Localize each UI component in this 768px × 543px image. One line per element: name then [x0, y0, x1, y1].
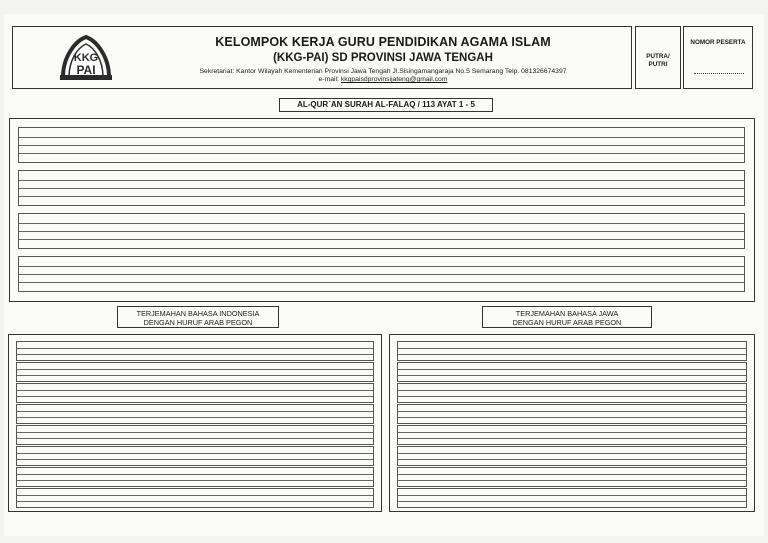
ruled-line [19, 274, 744, 275]
writing-row[interactable] [397, 425, 747, 445]
ruled-line [17, 417, 373, 418]
ruled-line [19, 239, 744, 240]
ruled-line [17, 348, 373, 349]
logo-text-bottom: PAI [76, 63, 96, 77]
participant-number-field[interactable] [694, 73, 744, 74]
kkg-pai-logo-icon [57, 33, 115, 83]
writing-row[interactable] [397, 488, 747, 508]
ruled-line [398, 438, 746, 439]
javanese-writing-panel [389, 334, 755, 512]
writing-row[interactable] [16, 404, 374, 424]
ruled-line [398, 354, 746, 355]
ruled-line [17, 459, 373, 460]
email-line [133, 76, 633, 83]
organization-subtitle: (KKG-PAI) SD PROVINSI JAWA TENGAH [273, 52, 493, 64]
ruled-line [17, 396, 373, 397]
writing-row[interactable] [397, 404, 747, 424]
ruled-line [398, 495, 746, 496]
ruled-line [19, 231, 744, 232]
ruled-line [398, 501, 746, 502]
worksheet-page [4, 14, 764, 536]
gender-box [635, 26, 681, 89]
ruled-line [19, 223, 744, 224]
ruled-line [19, 282, 744, 283]
javanese-translation-line2: DENGAN HURUF ARAB PEGON [512, 318, 622, 327]
ruled-line [17, 501, 373, 502]
ruled-line [17, 432, 373, 433]
writing-row[interactable] [397, 467, 747, 487]
ruled-line [398, 396, 746, 397]
secretariat-address: Sekretariat: Kantor Wilayah Kementerian Provinsi Jawa Tengah Jl.Sisingamangaraja No.5 Semarang Telp. 081326674397 [199, 68, 567, 75]
ruled-line [19, 266, 744, 267]
organization-name: KELOMPOK KERJA GURU PENDIDIKAN AGAMA ISLAM [215, 35, 551, 49]
ruled-line [17, 390, 373, 391]
writing-row[interactable] [16, 467, 374, 487]
ruled-line [17, 369, 373, 370]
quran-writing-panel [9, 118, 755, 302]
ruled-line [398, 474, 746, 475]
quran-section-title: AL-QUR`AN SURAH AL-FALAQ / 113 AYAT 1 - 5 [279, 98, 493, 112]
ruled-line [19, 188, 744, 189]
logo-text-top: KKG [73, 52, 99, 64]
ruled-line [398, 411, 746, 412]
gender-label-putri: PUTRI [648, 61, 668, 68]
ruled-line [398, 417, 746, 418]
writing-row[interactable] [18, 127, 745, 163]
ruled-line [398, 459, 746, 460]
kkg-pai-logo [57, 33, 115, 83]
javanese-translation-title [482, 306, 652, 328]
ruled-line [17, 495, 373, 496]
ruled-line [398, 480, 746, 481]
writing-row[interactable] [16, 362, 374, 382]
ruled-line [17, 453, 373, 454]
writing-row[interactable] [18, 256, 745, 292]
participant-number-label: NOMOR PESERTA [690, 39, 746, 46]
writing-row[interactable] [397, 446, 747, 466]
writing-row[interactable] [16, 446, 374, 466]
writing-row[interactable] [397, 341, 747, 361]
indonesian-translation-line1: TERJEMAHAN BAHASA INDONESIA [136, 309, 260, 318]
ruled-line [17, 438, 373, 439]
writing-row[interactable] [18, 213, 745, 249]
ruled-line [19, 153, 744, 154]
javanese-translation-line1: TERJEMAHAN BAHASA JAWA [515, 309, 619, 318]
ruled-line [17, 375, 373, 376]
ruled-line [398, 348, 746, 349]
writing-row[interactable] [397, 383, 747, 403]
ruled-line [17, 354, 373, 355]
ruled-line [19, 145, 744, 146]
email-prefix: e-mail: [318, 76, 341, 83]
writing-row[interactable] [16, 383, 374, 403]
ruled-line [19, 137, 744, 138]
indonesian-translation-title [117, 306, 279, 328]
writing-row[interactable] [16, 425, 374, 445]
ruled-line [19, 196, 744, 197]
ruled-line [398, 369, 746, 370]
writing-row[interactable] [16, 488, 374, 508]
gender-label-putra: PUTRA/ [646, 53, 670, 60]
indonesian-translation-line2: DENGAN HURUF ARAB PEGON [143, 318, 253, 327]
ruled-line [19, 180, 744, 181]
ruled-line [17, 474, 373, 475]
indonesian-writing-panel [8, 334, 382, 512]
ruled-line [398, 390, 746, 391]
letterhead [12, 26, 632, 89]
ruled-line [398, 453, 746, 454]
writing-row[interactable] [397, 362, 747, 382]
ruled-line [17, 480, 373, 481]
ruled-line [17, 411, 373, 412]
writing-row[interactable] [18, 170, 745, 206]
ruled-line [398, 375, 746, 376]
email-address: kkgpaisdprovinsijateng@gmail.com [340, 76, 448, 83]
ruled-line [398, 432, 746, 433]
participant-number-box [683, 26, 753, 89]
writing-row[interactable] [16, 341, 374, 361]
